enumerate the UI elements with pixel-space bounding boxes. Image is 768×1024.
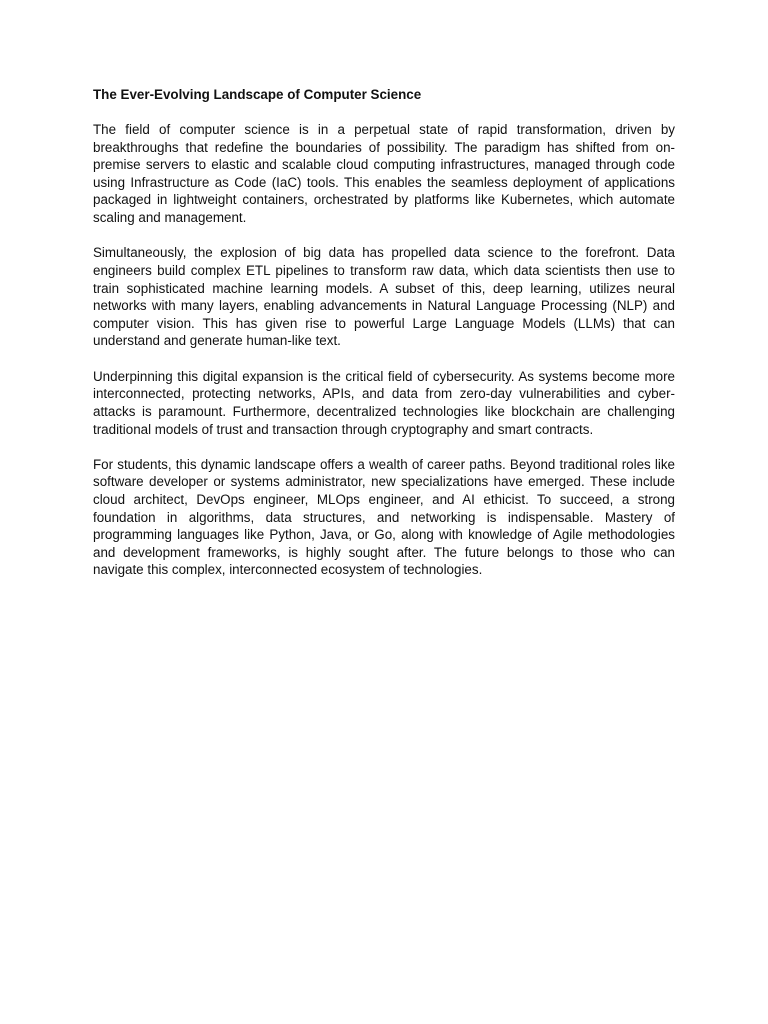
paragraph-careers: For students, this dynamic landscape offers a wealth of career paths. Beyond traditional roles like software developer or systems administrator, new specializations have emerged. These include cloud architect, DevOps engineer, MLOps engineer, and AI ethicist. To succeed, a strong foundation in algorithms, data structures, and networking is indispensable. Mastery of programming languages like Python, Java, or Go, along with knowledge of Agile methodologies and development frameworks, is highly sought after. The future belongs to those who can navigate this complex, interconnected ecosystem of technologies. xyxy=(93,456,675,578)
paragraph-data-science: Simultaneously, the explosion of big data has propelled data science to the forefront. Data engineers build complex ETL pipelines to transform raw data, which data scientists then use to train sophisticated machine learning models. A subset of this, deep learning, utilizes neural networks with many layers, enabling advancements in Natural Language Processing (NLP) and computer vision. This has given rise to powerful Large Language Models (LLMs) that can understand and generate human-like text. xyxy=(93,245,675,349)
document-body xyxy=(93,86,675,597)
paragraph-cloud: The field of computer science is in a perpetual state of rapid transformation, driven by breakthroughs that redefine the boundaries of possibility. The paradigm has shifted from on-premise servers to elastic and scalable cloud computing infrastructures, managed through code using Infrastructure as Code (IaC) tools. This enables the seamless deployment of applications packaged in lightweight containers, orchestrated by platforms like Kubernetes, which automate scaling and management. xyxy=(93,122,675,225)
document-title: The Ever-Evolving Landscape of Computer Science xyxy=(93,87,422,102)
paragraph-cybersecurity: Underpinning this digital expansion is the critical field of cybersecurity. As systems become more interconnected, protecting networks, APIs, and data from zero-day vulnerabilities and cyber-attacks is paramount. Furthermore, decentralized technologies like blockchain are challenging traditional models of trust and transaction through cryptography and smart contracts. xyxy=(93,368,675,437)
